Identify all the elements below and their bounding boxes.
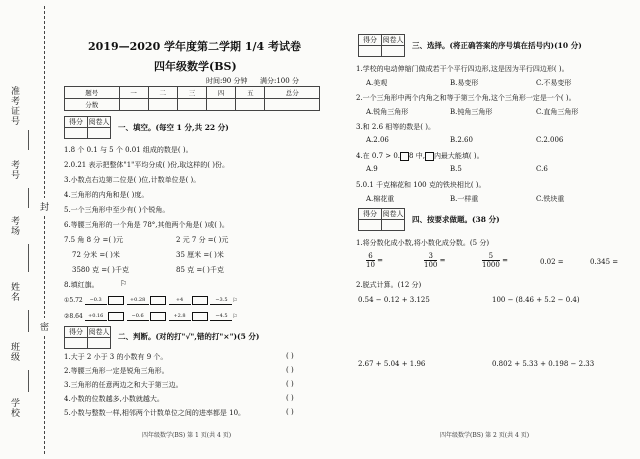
chain-op: −0.6 [127,313,149,321]
option[interactable]: A.9 [366,165,378,173]
numerator: 6 [366,252,375,261]
question-text: 72 分米 =( )米 [72,251,120,259]
fraction [482,252,500,269]
question-text: 85 克 =( )千克 [176,266,224,274]
grader-name-label: 阅卷人 [382,210,404,218]
option[interactable]: B.5 [450,165,462,173]
answer-box[interactable] [192,312,208,321]
q4-part: 4.在 0.7 > 0. [356,152,401,160]
blank-line [28,130,29,150]
question-text [356,151,484,161]
fraction [424,252,437,269]
answer-box[interactable] [108,312,124,321]
answer-box[interactable] [108,296,124,305]
section2-title: 二、判断。(对的打"√",错的打"×")(5 分) [118,332,260,341]
grader-name-label: 阅卷人 [382,36,404,44]
judge-item: 1.大于 2 小于 3 的小数有 9 个。 [64,353,168,361]
blank-line [28,370,29,392]
option[interactable]: B.一样重 [450,195,479,203]
chain-op: +2.8 [169,313,191,321]
label-ticket-number: 准考证号 [9,86,19,126]
label-exam-number: 考号 [9,160,19,180]
judge-item: 4.小数的位数越多,小数就越大。 [64,395,164,403]
option[interactable]: A.2.06 [366,136,389,144]
denominator: 1000 [482,261,500,269]
page-footer-right: 四年级数学(BS) 第 2 页(共 4 页) [440,432,530,439]
question-text: 4.三角形的内角和是( )度。 [64,191,149,199]
chain-op: +4 [169,297,191,305]
judge-paren[interactable]: ( ) [286,408,294,416]
question-text: 1.学校的电动伸缩门做成若干个平行四边形,这是因为平行四边形( )。 [356,65,569,73]
label-name: 姓名 [9,282,19,302]
question-text: 3580 克 =( )千克 [72,266,129,274]
question-text: 2.0.21 表示把整体"1"平均分成( )份,取这样的( )份。 [64,161,229,169]
chain-op: −0.3 [85,297,107,305]
fraction-item [366,252,383,269]
label-school: 学校 [9,398,19,418]
decimal-item: 0.02 = [540,258,564,266]
judge-item: 5.小数与整数一样,相邻两个计数单位之间的进率都是 10。 [64,409,246,417]
option[interactable]: A.锐角三角形 [366,108,409,116]
blank-line [28,188,29,208]
answer-box[interactable] [150,296,166,305]
score-cell: 四 [207,87,236,99]
grader-score-label: 得分 [65,117,88,128]
binding-margin [0,0,58,459]
option[interactable]: B.钝角三角形 [450,108,493,116]
grader-score-input[interactable] [359,46,382,57]
score-input[interactable] [177,99,206,111]
option[interactable]: C.铁块重 [536,195,565,203]
score-cell: 二 [148,87,177,99]
option[interactable]: A.棉花重 [366,195,395,203]
judge-item: 3.三角形的任意两边之和大于第三边。 [64,381,183,389]
full-score: 满分:100 分 [260,77,299,85]
judge-paren[interactable]: ( ) [286,352,294,360]
score-input[interactable] [119,99,148,111]
option[interactable]: B.易变形 [450,79,479,87]
score-table [64,86,320,111]
label-exam-room: 考场 [9,216,19,236]
question-text: 3.和 2.6 相等的数是( )。 [356,123,435,131]
fold-line [44,6,45,454]
page-footer-left: 四年级数学(BS) 第 1 页(共 4 页) [142,432,232,439]
grader-box [64,326,111,349]
chain-op: −3.5 [210,297,232,305]
grader-score-input[interactable] [359,220,382,231]
grader-name-input[interactable] [382,220,405,231]
score-input[interactable] [265,99,320,111]
q4-part: 8 中, [409,152,425,160]
grader-score-input[interactable] [65,338,88,349]
chain-op: +0.28 [127,297,149,305]
grader-name-input[interactable] [382,46,405,57]
exam-time: 时间:90 分钟 [206,77,248,85]
blank-box[interactable] [400,152,409,161]
section1-title: 一、填空。(每空 1 分,共 22 分) [118,123,229,132]
grader-name-label: 阅卷人 [88,118,110,126]
denominator: 10 [366,261,375,269]
section4-title: 四、按要求做题。(38 分) [412,215,500,224]
fraction [366,252,375,269]
grader-box [64,116,111,139]
option[interactable]: C.6 [536,165,548,173]
seal-char-mi: 密 [40,318,49,335]
red-flag-icon: ⚐ [120,279,128,288]
grader-box [358,208,405,231]
question-text: 6.等腰三角形的一个角是 78°,其他两个角是( )或( )。 [64,221,229,229]
chain-start: ①5.72 [64,297,83,304]
equals: = [502,256,508,265]
chain-start: ②8.64 [64,313,83,320]
fraction-item [482,252,508,269]
question-text: 2 元 7 分 =( )元 [176,236,229,244]
flag-chain-2 [64,312,238,321]
grader-name-label: 阅卷人 [88,328,110,336]
option[interactable]: C.2.006 [536,136,564,144]
flag-icon: ⚐ [232,297,238,304]
grader-name-input[interactable] [88,128,111,139]
question-text: 35 厘米 =( )米 [176,251,224,259]
option[interactable]: C.不易变形 [536,79,572,87]
score-cell: 总分 [265,87,320,99]
denominator: 100 [424,261,438,269]
label-class: 班级 [9,342,19,362]
grader-score-label: 得分 [359,209,382,220]
score-input[interactable] [207,99,236,111]
chain-op: −4.5 [210,313,232,321]
judge-paren[interactable]: ( ) [286,380,294,388]
question-text: 1.将分数化成小数,将小数化成分数。(5 分) [356,239,490,247]
grader-box [358,34,405,57]
numerator: 3 [424,252,437,261]
grader-score-label: 得分 [359,35,382,46]
score-cell: 五 [236,87,265,99]
numerator: 5 [482,252,500,261]
blank-line [28,244,29,272]
question-text: 2.脱式计算。(12 分) [356,281,422,289]
score-cell: 题号 [65,87,120,99]
grader-score-input[interactable] [65,128,88,139]
question-text: 7.5 角 8 分 =( )元 [64,236,124,244]
grader-score-label: 得分 [65,327,88,338]
score-cell: 一 [119,87,148,99]
question-text: 2.一个三角形中两个内角之和等于第三个角,这个三角形一定是一个( )。 [356,94,576,102]
question-text: 8.填红旗。 [64,281,99,289]
q4-part: 内最大能填( )。 [433,152,484,160]
option[interactable]: A.美观 [366,79,388,87]
calc-item: 0.54 − 0.12 + 3.125 [358,296,430,304]
question-text: 1.8 个 0.1 与 5 个 0.01 组成的数是( )。 [64,146,193,154]
answer-box[interactable] [150,312,166,321]
calc-item: 100 − (8.46 + 5.2 − 0.4) [492,296,580,304]
answer-box[interactable] [192,296,208,305]
flag-icon: ⚐ [232,313,238,320]
blank-box[interactable] [425,152,434,161]
score-input[interactable] [148,99,177,111]
option[interactable]: B.2.60 [450,136,473,144]
judge-paren[interactable]: ( ) [286,394,294,402]
score-input[interactable] [236,99,265,111]
subject-title: 四年级数学(BS) [154,60,237,73]
chain-op: +0.16 [85,313,107,321]
flag-chain-1 [64,296,238,305]
question-text: 5.0.1 千克棉花和 100 克的铁块相比( )。 [356,181,486,189]
blank-line [28,310,29,332]
grader-name-input[interactable] [88,338,111,349]
fraction-item [424,252,445,269]
judge-paren[interactable]: ( ) [286,366,294,374]
exam-title: 2019—2020 学年度第二学期 1/4 考试卷 [88,40,302,53]
option[interactable]: C.直角三角形 [536,108,579,116]
judge-item: 2.等腰三角形一定是锐角三角形。 [64,367,169,375]
score-cell: 分数 [65,99,120,111]
question-text: 3.小数点右边第二位是( )位,计数单位是( )。 [64,176,201,184]
seal-char-feng: 封 [40,198,49,215]
calc-item: 2.67 + 5.04 + 1.96 [358,360,426,368]
question-text: 5.一个三角形中至少有( )个锐角。 [64,206,170,214]
section3-title: 三、选择。(将正确答案的序号填在括号内)(10 分) [412,41,582,50]
calc-item: 0.802 + 5.33 + 0.198 − 2.33 [492,360,595,368]
equals: = [439,256,446,265]
decimal-item: 0.345 = [590,258,619,266]
score-cell: 三 [177,87,206,99]
equals: = [377,256,384,265]
